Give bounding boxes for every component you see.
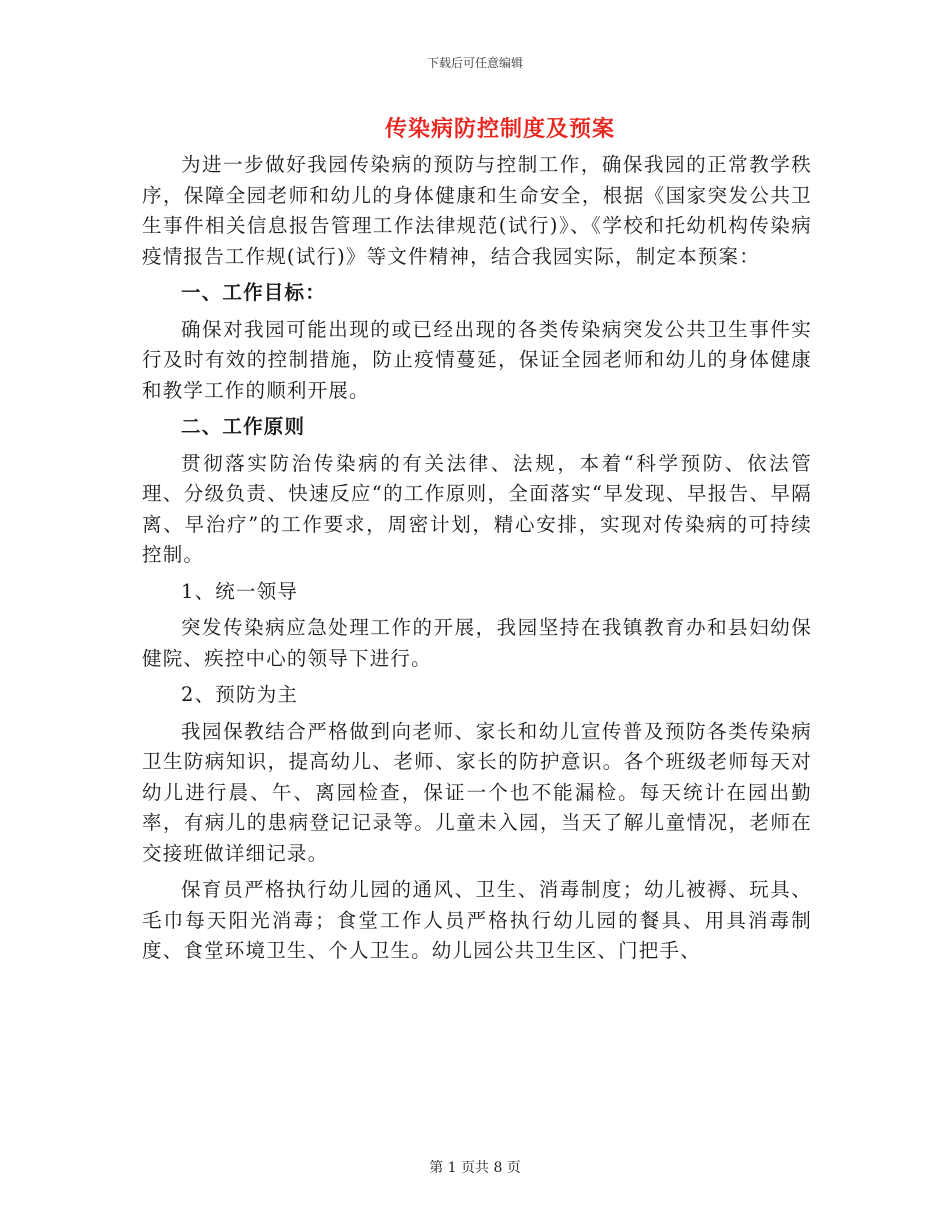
document-title: 传染病防控制度及预案 — [384, 116, 615, 142]
subheading-prevention-first: 2、预防为主 — [181, 683, 299, 706]
leadership-paragraph: 突发传染病应急处理工作的开展，我园坚持在我镇教育办和县妇幼保健院、疾控中心的领导下进行。 — [142, 616, 812, 670]
section-heading-goals: 一、工作目标： — [181, 281, 326, 304]
prevention-paragraph: 我园保教结合严格做到向老师、家长和幼儿宣传普及预防各类传染病卫生防病知识，提高幼儿、老师、家长的防护意识。各个班级老师每天对幼儿进行晨、午、离园检查，保证一个也不能漏检。每天统计在园出勤率，有病儿的患病登记记录等。儿童未入园，当天了解儿童情况，老师在交接班做详细记录。 — [142, 719, 812, 865]
page-number: 第 1 页共 8 页 — [429, 1160, 521, 1176]
hygiene-paragraph: 保育员严格执行幼儿园的通风、卫生、消毒制度；幼儿被褥、玩具、毛巾每天阳光消毒；食堂工作人员严格执行幼儿园的餐具、用具消毒制度、食堂环境卫生、个人卫生。幼儿园公共卫生区、门把手、 — [142, 878, 812, 962]
principles-paragraph: 贯彻落实防治传染病的有关法律、法规，本着“科学预防、依法管理、分级负责、快速反应“的工作原则，全面落实“早发现、早报告、早隔离、早治疗”的工作要求，周密计划，精心安排，实现对传染病的可持续控制。 — [142, 451, 812, 566]
subheading-unified-leadership: 1、统一领导 — [181, 579, 299, 603]
section-heading-principles: 二、工作原则 — [181, 415, 306, 438]
goals-paragraph: 确保对我园可能出现的或已经出现的各类传染病突发公共卫生事件实行及时有效的控制措施，防止疫情蔓延，保证全园老师和幼儿的身体健康和教学工作的顺利开展。 — [142, 317, 812, 402]
header-note: 下载后可任意编辑 — [426, 56, 523, 70]
document-body — [142, 150, 812, 967]
intro-paragraph: 为进一步做好我园传染病的预防与控制工作，确保我园的正常教学秩序，保障全园老师和幼儿的身体健康和生命安全，根据《国家突发公共卫生事件相关信息报告管理工作法律规范(试行)》、《学校和托幼机构传染病疫情报告工作规(试行)》等文件精神，结合我园实际，制定本预案： — [142, 153, 812, 268]
